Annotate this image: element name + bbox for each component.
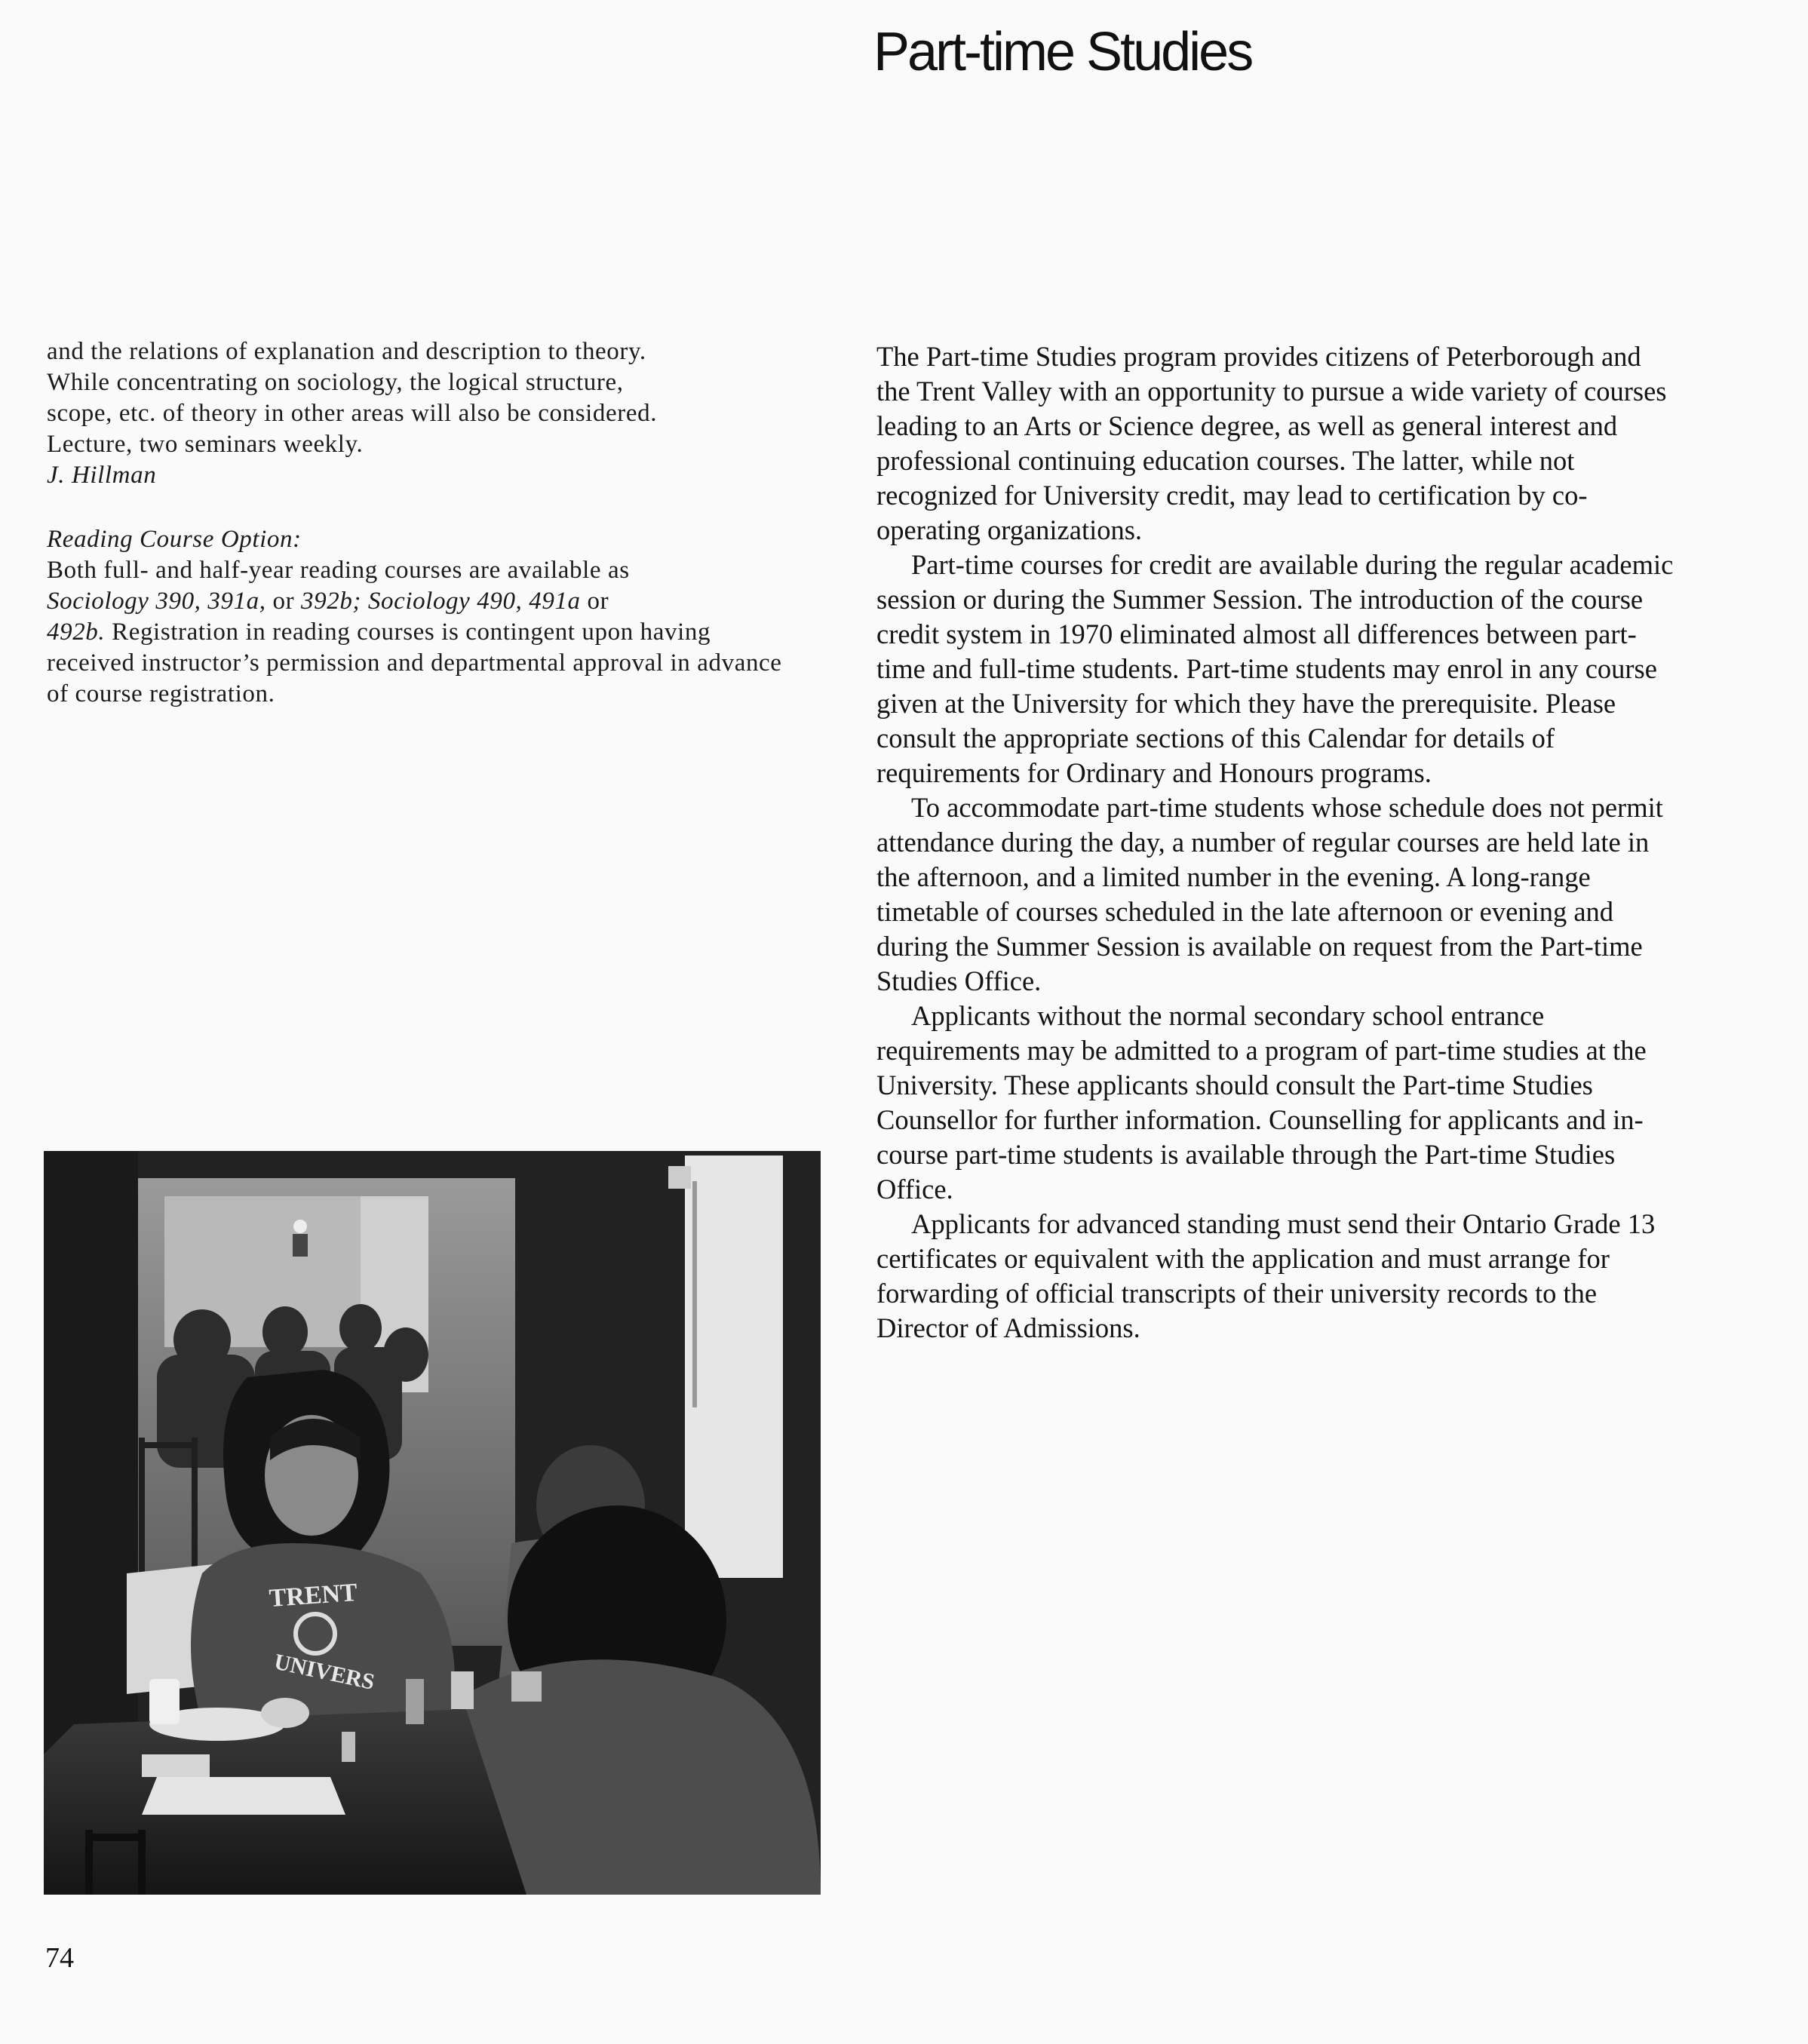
reading-option-text: [47, 555, 801, 710]
page-number: 74: [45, 1942, 74, 1974]
body-paragraph: Part-time courses for credit are available during the regular academic session or during the Summer Session. The introduction of the course credit system in 1970 eliminated almost all differences between part-time and full-time students. Part-time students may enrol in any course given at the University for which they have the prerequisite. Please consult the appropriate sections of this Calendar for details of requirements for Ordinary and Honours programs.: [876, 549, 1674, 788]
sweatshirt-text-top: TRENT: [268, 1578, 358, 1613]
page-title: Part-time Studies: [873, 22, 1252, 82]
reading-option-conditions: Registration in reading courses is contingent upon having received instructor’s permission and departmental approval in advance of course registration.: [47, 618, 782, 707]
reading-option-intro: Both full- and half-year reading courses are available as: [47, 557, 630, 584]
reading-option-heading: Reading Course Option:: [47, 526, 302, 553]
course-format-line: Lecture, two seminars weekly.: [47, 431, 364, 458]
course-code-list: 392b; Sociology 490, 491a: [301, 588, 581, 615]
conjunction: or: [580, 588, 609, 615]
body-paragraph: Applicants without the normal secondary school entrance requirements may be admitted to a program of part-time studies at the University. These applicants should consult the Part-time Studies Counsellor for further information. Counselling for applicants and in-course part-time students is available through the Part-time Studies Office.: [876, 1000, 1647, 1205]
conjunction: or: [266, 588, 302, 615]
course-description-line: scope, etc. of theory in other areas will also be considered.: [47, 400, 658, 427]
sociology-course-continuation: [47, 336, 801, 710]
body-paragraph: The Part-time Studies program provides citizens of Peterborough and the Trent Valley with an opportunity to pursue a wide variety of courses leading to an Arts or Science degree, as well as general interest and professional continuing education courses. The latter, while not recognized for University credit, may lead to certification by co-operating organizations.: [876, 341, 1667, 545]
body-paragraph: Applicants for advanced standing must send their Ontario Grade 13 certificates or equivalent with the application and must arrange for forwarding of official transcripts of their university records to the Director of Admissions.: [876, 1208, 1656, 1343]
sweatshirt-text-bottom: UNIVERS: [272, 1649, 377, 1695]
body-paragraph: To accommodate part-time students whose schedule does not permit attendance during the day, a number of regular courses are held late in the afternoon, and a limited number in the evening. A long-range timetable of courses scheduled in the late afternoon or evening and during the Summer Session is available on request from the Part-time Studies Office.: [876, 792, 1663, 996]
paragraph-gap: [47, 491, 801, 524]
cafeteria-photograph: [44, 1151, 821, 1895]
part-time-studies-text: [876, 339, 1676, 1346]
bright-door-panel: [685, 1156, 783, 1578]
photo-illustration: [44, 1151, 821, 1895]
course-code-list: Sociology 390, 391a,: [47, 588, 266, 615]
course-description-line: While concentrating on sociology, the logical structure,: [47, 369, 624, 396]
instructor-name: J. Hillman: [47, 462, 157, 489]
course-description-line: and the relations of explanation and description to theory.: [47, 338, 646, 365]
course-code-list: 492b.: [47, 618, 106, 646]
